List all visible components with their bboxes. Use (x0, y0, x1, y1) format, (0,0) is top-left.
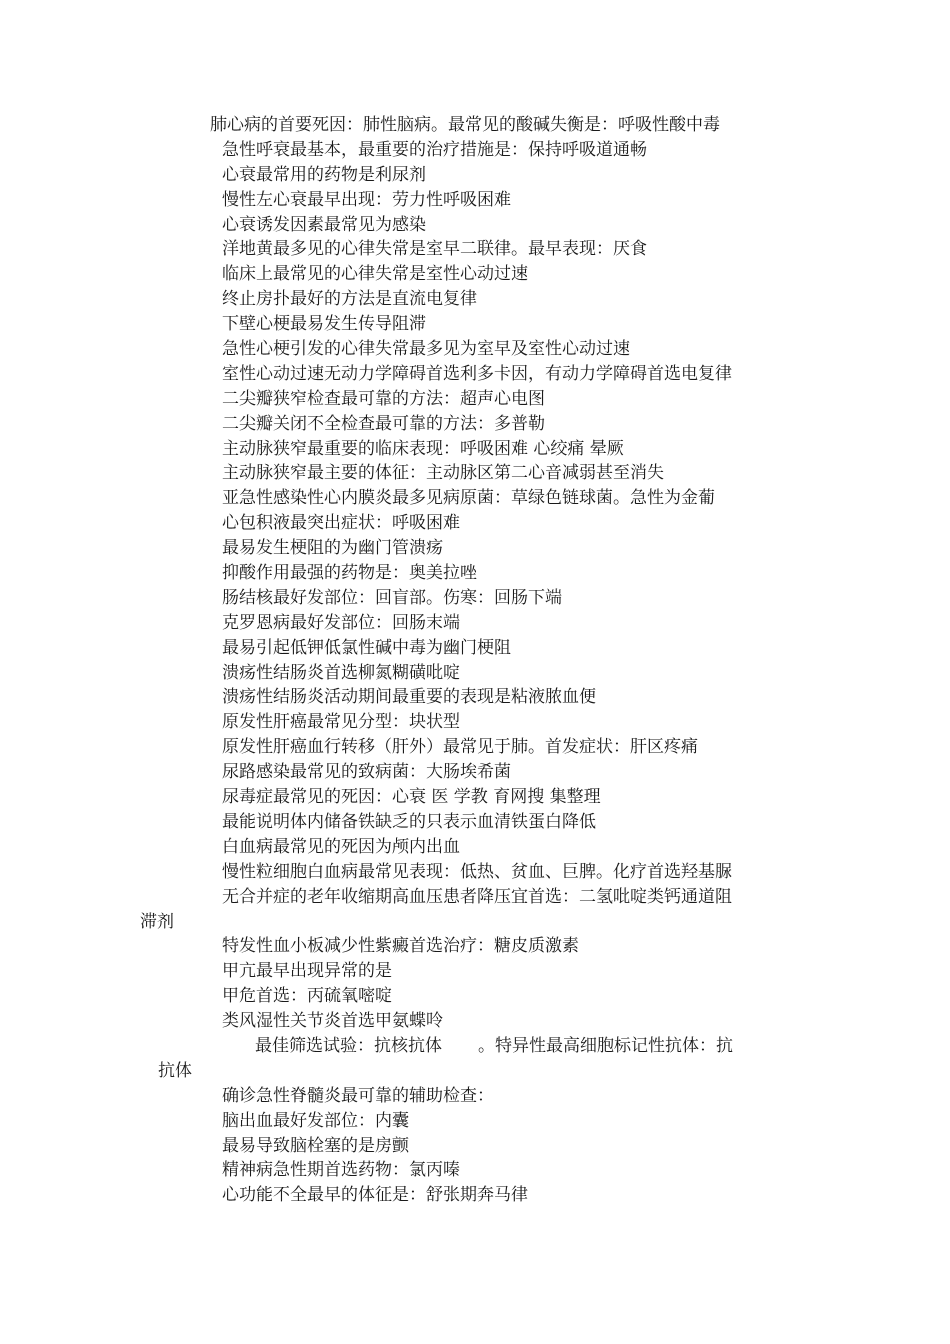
text-line: 二尖瓣关闭不全检查最可靠的方法：多普勒 (222, 413, 545, 434)
text-line-continuation: 抗体 (158, 1060, 192, 1081)
text-line: 急性心梗引发的心律失常最多见为室早及室性心动过速 (222, 339, 630, 360)
text-line: 肺心病的首要死因：肺性脑病。最常见的酸碱失衡是：呼吸性酸中毒 (210, 115, 720, 135)
text-line: 主动脉狭窄最重要的临床表现：呼吸困难 心绞痛 晕厥 (222, 438, 624, 459)
text-line: 主动脉狭窄最主要的体征：主动脉区第二心音减弱甚至消失 (222, 463, 664, 484)
text-line: 二尖瓣狭窄检查最可靠的方法：超声心电图 (222, 388, 545, 409)
text-line: 溃疡性结肠炎活动期间最重要的表现是粘液脓血便 (222, 687, 596, 708)
text-line: 最易引起低钾低氯性碱中毒为幽门梗阻 (222, 637, 511, 658)
text-line: 亚急性感染性心内膜炎最多见病原菌：草绿色链球菌。急性为金葡 (222, 488, 715, 509)
text-line: 慢性粒细胞白血病最常见表现：低热、贫血、巨脾。化疗首选羟基脲 (222, 861, 732, 882)
text-line: 心功能不全最早的体征是：舒张期奔马律 (222, 1185, 528, 1206)
text-line: 肠结核最好发部位：回盲部。伤寒：回肠下端 (222, 587, 562, 608)
text-line: 心衰最常用的药物是利尿剂 (222, 164, 426, 185)
text-line: 尿毒症最常见的死因：心衰 医 学教 育网搜 集整理 (222, 787, 601, 808)
text-line: 最易导致脑栓塞的是房颤 (222, 1135, 409, 1156)
text-line: 确诊急性脊髓炎最可靠的辅助检查： (222, 1085, 494, 1106)
text-line: 最易发生梗阻的为幽门管溃疡 (222, 538, 443, 559)
text-line (0, 1034, 950, 1059)
text-line: 下壁心梗最易发生传导阻滞 (222, 314, 426, 335)
text-line: 心衰诱发因素最常见为感染 (222, 214, 426, 235)
text-line: 临床上最常见的心律失常是室性心动过速 (222, 264, 528, 285)
text-line: 原发性肝癌最常见分型：块状型 (222, 712, 460, 733)
text-line: 终止房扑最好的方法是直流电复律 (222, 289, 477, 310)
text-line: 原发性肝癌血行转移（肝外）最常见于肺。首发症状：肝区疼痛 (222, 737, 698, 758)
text-line: 慢性左心衰最早出现：劳力性呼吸困难 (222, 189, 511, 210)
text-line: 溃疡性结肠炎首选柳氮糊磺吡啶 (222, 662, 460, 683)
text-line: 精神病急性期首选药物：氯丙嗪 (222, 1160, 460, 1181)
text-line: 特发性血小板减少性紫癜首选治疗：糖皮质激素 (222, 936, 579, 957)
text-line: 甲亢最早出现异常的是 (222, 961, 392, 982)
text-line: 心包积液最突出症状：呼吸困难 (222, 513, 460, 534)
text-line: 尿路感染最常见的致病菌：大肠埃希菌 (222, 762, 511, 783)
text-line: 脑出血最好发部位：内囊 (222, 1110, 409, 1131)
text-segment: 。特异性最高细胞标记性抗体：抗 (478, 1035, 733, 1056)
text-line: 抑酸作用最强的药物是：奥美拉唑 (222, 563, 477, 584)
text-segment: 最佳筛选试验：抗核抗体 (255, 1035, 442, 1056)
text-line: 无合并症的老年收缩期高血压患者降压宜首选：二氢吡啶类钙通道阻 (222, 886, 732, 907)
text-line: 类风湿性关节炎首选甲氨蝶呤 (222, 1011, 443, 1032)
text-body (0, 113, 950, 1208)
text-line: 白血病最常见的死因为颅内出血 (222, 836, 460, 857)
text-line: 洋地黄最多见的心律失常是室早二联律。最早表现：厌食 (222, 239, 647, 260)
text-line: 克罗恩病最好发部位：回肠末端 (222, 612, 460, 633)
text-line: 室性心动过速无动力学障碍首选利多卡因，有动力学障碍首选电复律 (222, 363, 732, 384)
text-line: 最能说明体内储备铁缺乏的只表示血清铁蛋白降低 (222, 811, 596, 832)
text-line: 甲危首选：丙硫氧嘧啶 (222, 986, 392, 1007)
text-line-continuation: 滞剂 (140, 911, 174, 932)
text-line: 急性呼衰最基本，最重要的治疗措施是：保持呼吸道通畅 (222, 139, 647, 160)
